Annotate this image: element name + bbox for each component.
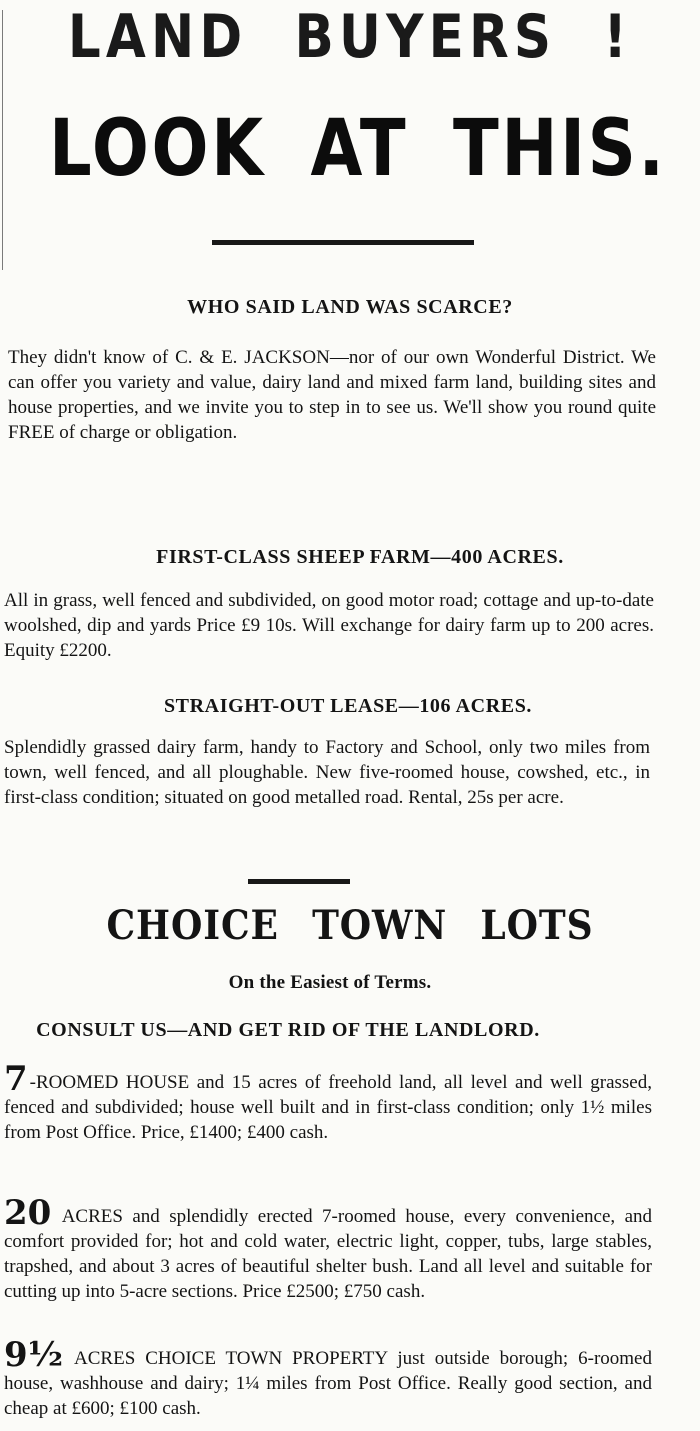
lot-number-20: 20: [4, 1193, 52, 1233]
heading-sheep-farm: FIRST-CLASS SHEEP FARM—400 ACRES.: [156, 546, 564, 568]
headline-look-at-this: LOOK AT THIS.: [49, 104, 667, 194]
sheep-farm-paragraph: All in grass, well fenced and subdivided, on good motor road; cottage and up-to-date woolshed, dip and yards Price £9 10s. Will exchange for dairy farm up to 200 acres. Equity £2200.: [4, 590, 654, 661]
lot-20-acres: [4, 1193, 652, 1304]
heading-choice-town-lots: CHOICE TOWN LOTS: [106, 902, 594, 949]
lot-7-roomed-house-text: -ROOMED HOUSE and 15 acres of freehold land, all level and well grassed, fenced and subdivided; house well built and in first-class condition; only 1½ miles from Post Office. Price, £1400; £400 cash.: [4, 1072, 652, 1143]
lot-number-7: 7: [4, 1059, 28, 1099]
headline-land-buyers: LAND BUYERS !: [67, 2, 633, 72]
lot-9-half-acres: [4, 1335, 652, 1421]
subheading-easiest-terms: On the Easiest of Terms.: [228, 972, 432, 993]
intro-paragraph: They didn't know of C. & E. JACKSON—nor of our own Wonderful District. We can offer you variety and value, dairy land and mixed farm land, building sites and house properties, and we invite you to step in to see us. We'll show you round quite FREE of charge or obligation.: [8, 347, 656, 443]
heading-straight-out-lease: STRAIGHT-OUT LEASE—106 ACRES.: [163, 695, 533, 717]
lot-7-roomed-house: [4, 1059, 652, 1145]
lot-9-half-acres-text: ACRES CHOICE TOWN PROPERTY just outside borough; 6-roomed house, washhouse and dairy; 1¼ miles from Post Office. Really good section, and cheap at £600; £100 cash.: [4, 1348, 652, 1419]
short-divider-rule: [248, 879, 350, 884]
lease-paragraph: Splendidly grassed dairy farm, handy to Factory and School, only two miles from town, well fenced, and all ploughable. New five-roomed house, cowshed, etc., in first-class condition; situated on good metalled road. Rental, 25s per acre.: [4, 737, 650, 808]
lot-number-9-half: 9½: [4, 1335, 64, 1375]
heading-consult-us: CONSULT US—AND GET RID OF THE LANDLORD.: [36, 1019, 540, 1041]
lot-20-acres-text: ACRES and splendidly erected 7-roomed house, every convenience, and comfort provided for; hot and cold water, electric light, copper, tubs, large stables, trapshed, and about 3 acres of beautiful shelter bush. Land all level and suitable for cutting up into 5-acre sections. Price £2500; £750 cash.: [4, 1206, 652, 1302]
heading-who-said-land: WHO SAID LAND WAS SCARCE?: [187, 296, 513, 318]
divider-rule: [212, 240, 474, 245]
left-margin-line: [2, 10, 3, 270]
